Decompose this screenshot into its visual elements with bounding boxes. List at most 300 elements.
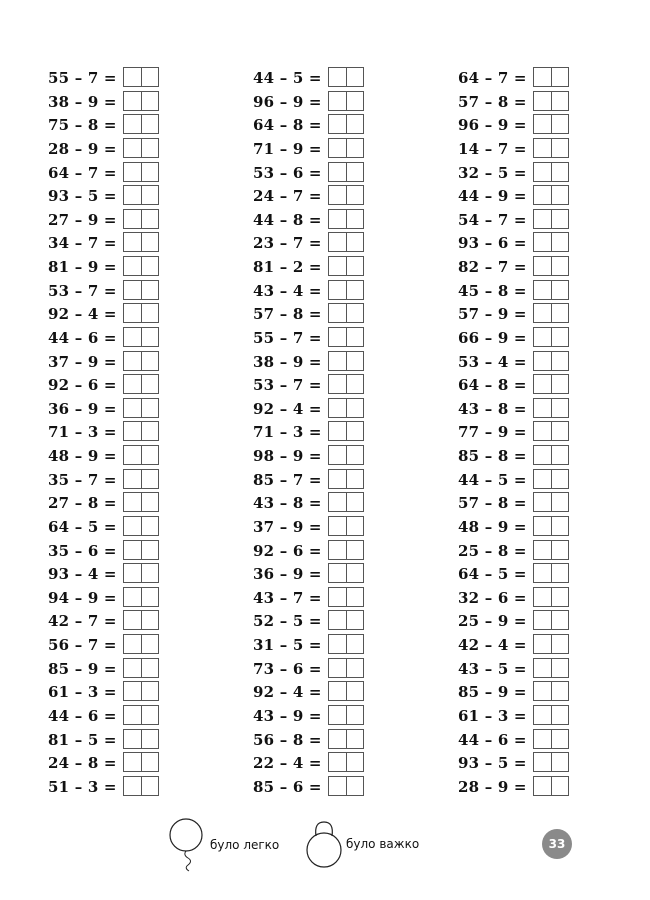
exercise-row: [458, 184, 608, 208]
answer-ones-box[interactable]: [141, 210, 159, 228]
exercise-expression: 92 – 6 =: [48, 376, 117, 395]
answer-ones-box[interactable]: [141, 659, 159, 677]
answer-boxes: [533, 516, 569, 536]
answer-tens-box[interactable]: [534, 470, 551, 488]
answer-tens-box[interactable]: [534, 328, 551, 346]
answer-boxes: [533, 114, 569, 134]
exercise-row: [253, 657, 403, 681]
exercise-row: [253, 326, 403, 350]
answer-ones-box[interactable]: [346, 163, 364, 181]
exercise-expression: 64 – 7 =: [48, 163, 117, 182]
answer-ones-box[interactable]: [346, 446, 364, 464]
answer-tens-box[interactable]: [329, 257, 346, 275]
exercise-row: [458, 728, 608, 752]
answer-tens-box[interactable]: [124, 493, 141, 511]
answer-ones-box[interactable]: [141, 470, 159, 488]
answer-boxes: [533, 185, 569, 205]
answer-ones-box[interactable]: [346, 68, 364, 86]
answer-tens-box[interactable]: [124, 422, 141, 440]
answer-ones-box[interactable]: [141, 730, 159, 748]
answer-tens-box[interactable]: [329, 777, 346, 795]
answer-ones-box[interactable]: [551, 682, 569, 700]
exercise-row: [253, 302, 403, 326]
answer-ones-box[interactable]: [551, 446, 569, 464]
answer-boxes: [533, 776, 569, 796]
answer-boxes: [123, 351, 159, 371]
answer-tens-box[interactable]: [329, 422, 346, 440]
answer-tens-box[interactable]: [124, 186, 141, 204]
exercise-row: [48, 775, 198, 799]
exercise-row: [253, 775, 403, 799]
answer-boxes: [123, 634, 159, 654]
answer-tens-box[interactable]: [124, 352, 141, 370]
answer-ones-box[interactable]: [346, 422, 364, 440]
column-1: [48, 66, 198, 798]
answer-tens-box[interactable]: [329, 92, 346, 110]
exercise-row: [253, 90, 403, 114]
answer-tens-box[interactable]: [124, 163, 141, 181]
answer-ones-box[interactable]: [141, 163, 159, 181]
exercise-expression: 81 – 5 =: [48, 730, 117, 749]
answer-ones-box[interactable]: [346, 706, 364, 724]
answer-tens-box[interactable]: [124, 470, 141, 488]
answer-tens-box[interactable]: [534, 281, 551, 299]
answer-boxes: [328, 634, 364, 654]
answer-tens-box[interactable]: [534, 92, 551, 110]
answer-tens-box[interactable]: [534, 611, 551, 629]
answer-ones-box[interactable]: [551, 470, 569, 488]
answer-ones-box[interactable]: [551, 541, 569, 559]
answer-ones-box[interactable]: [141, 115, 159, 133]
answer-boxes: [328, 67, 364, 87]
answer-tens-box[interactable]: [329, 68, 346, 86]
rating-easy[interactable]: [168, 816, 279, 874]
answer-ones-box[interactable]: [141, 706, 159, 724]
answer-tens-box[interactable]: [329, 541, 346, 559]
answer-ones-box[interactable]: [346, 470, 364, 488]
answer-tens-box[interactable]: [124, 730, 141, 748]
answer-ones-box[interactable]: [551, 210, 569, 228]
answer-tens-box[interactable]: [534, 777, 551, 795]
answer-boxes: [533, 634, 569, 654]
answer-tens-box[interactable]: [329, 588, 346, 606]
exercise-row: [48, 444, 198, 468]
answer-tens-box[interactable]: [329, 115, 346, 133]
answer-tens-box[interactable]: [329, 163, 346, 181]
answer-ones-box[interactable]: [346, 541, 364, 559]
exercise-row: [48, 680, 198, 704]
exercise-expression: 22 – 4 =: [253, 754, 322, 773]
answer-ones-box[interactable]: [346, 588, 364, 606]
answer-tens-box[interactable]: [329, 659, 346, 677]
answer-ones-box[interactable]: [551, 659, 569, 677]
answer-ones-box[interactable]: [551, 493, 569, 511]
answer-ones-box[interactable]: [141, 92, 159, 110]
answer-tens-box[interactable]: [329, 753, 346, 771]
answer-tens-box[interactable]: [534, 541, 551, 559]
answer-tens-box[interactable]: [124, 682, 141, 700]
answer-ones-box[interactable]: [346, 257, 364, 275]
answer-ones-box[interactable]: [551, 304, 569, 322]
exercise-row: [253, 609, 403, 633]
answer-tens-box[interactable]: [124, 753, 141, 771]
answer-boxes: [328, 256, 364, 276]
answer-ones-box[interactable]: [141, 517, 159, 535]
exercise-expression: 24 – 8 =: [48, 754, 117, 773]
answer-ones-box[interactable]: [551, 92, 569, 110]
exercise-row: [48, 90, 198, 114]
answer-tens-box[interactable]: [534, 352, 551, 370]
exercise-row: [48, 609, 198, 633]
answer-tens-box[interactable]: [534, 730, 551, 748]
answer-ones-box[interactable]: [141, 422, 159, 440]
answer-tens-box[interactable]: [534, 375, 551, 393]
answer-tens-box[interactable]: [124, 68, 141, 86]
answer-ones-box[interactable]: [346, 730, 364, 748]
answer-boxes: [123, 729, 159, 749]
answer-ones-box[interactable]: [551, 399, 569, 417]
answer-tens-box[interactable]: [124, 328, 141, 346]
answer-ones-box[interactable]: [551, 611, 569, 629]
exercise-row: [253, 279, 403, 303]
exercise-row: [253, 751, 403, 775]
answer-ones-box[interactable]: [551, 588, 569, 606]
answer-ones-box[interactable]: [551, 564, 569, 582]
exercise-row: [458, 539, 608, 563]
exercise-row: [458, 231, 608, 255]
exercise-expression: 85 – 6 =: [253, 777, 322, 796]
answer-boxes: [533, 162, 569, 182]
answer-tens-box[interactable]: [534, 304, 551, 322]
exercise-expression: 43 – 9 =: [253, 706, 322, 725]
answer-ones-box[interactable]: [141, 588, 159, 606]
answer-ones-box[interactable]: [551, 257, 569, 275]
exercise-expression: 98 – 9 =: [253, 447, 322, 465]
answer-ones-box[interactable]: [346, 611, 364, 629]
exercise-row: [458, 609, 608, 633]
exercise-expression: 93 – 6 =: [458, 234, 527, 253]
exercise-expression: 48 – 9 =: [48, 447, 117, 465]
exercise-row: [48, 468, 198, 492]
answer-ones-box[interactable]: [551, 115, 569, 133]
exercise-expression: 71 – 3 =: [48, 423, 117, 442]
exercise-expression: 42 – 7 =: [48, 612, 117, 631]
exercise-row: [253, 137, 403, 161]
exercise-expression: 48 – 9 =: [458, 517, 527, 536]
answer-boxes: [123, 232, 159, 252]
answer-tens-box[interactable]: [329, 730, 346, 748]
answer-boxes: [328, 492, 364, 512]
answer-ones-box[interactable]: [141, 564, 159, 582]
answer-tens-box[interactable]: [329, 352, 346, 370]
answer-ones-box[interactable]: [141, 611, 159, 629]
answer-ones-box[interactable]: [141, 186, 159, 204]
answer-tens-box[interactable]: [329, 611, 346, 629]
exercise-row: [458, 562, 608, 586]
answer-ones-box[interactable]: [141, 493, 159, 511]
answer-ones-box[interactable]: [346, 328, 364, 346]
exercise-expression: 53 – 4 =: [458, 352, 527, 371]
exercise-row: [48, 255, 198, 279]
answer-tens-box[interactable]: [329, 493, 346, 511]
answer-ones-box[interactable]: [551, 753, 569, 771]
answer-tens-box[interactable]: [534, 446, 551, 464]
answer-tens-box[interactable]: [534, 68, 551, 86]
answer-ones-box[interactable]: [346, 304, 364, 322]
answer-tens-box[interactable]: [534, 210, 551, 228]
answer-tens-box[interactable]: [534, 163, 551, 181]
answer-ones-box[interactable]: [141, 753, 159, 771]
answer-ones-box[interactable]: [141, 352, 159, 370]
answer-tens-box[interactable]: [534, 139, 551, 157]
answer-tens-box[interactable]: [534, 659, 551, 677]
answer-tens-box[interactable]: [534, 233, 551, 251]
answer-ones-box[interactable]: [141, 541, 159, 559]
answer-boxes: [123, 138, 159, 158]
exercise-row: [48, 279, 198, 303]
exercise-row: [253, 728, 403, 752]
answer-ones-box[interactable]: [551, 517, 569, 535]
answer-ones-box[interactable]: [141, 446, 159, 464]
answer-tens-box[interactable]: [329, 517, 346, 535]
exercise-expression: 38 – 9 =: [48, 92, 117, 111]
answer-ones-box[interactable]: [551, 328, 569, 346]
answer-tens-box[interactable]: [534, 706, 551, 724]
rating-hard-label: було важко: [346, 837, 420, 851]
answer-ones-box[interactable]: [551, 730, 569, 748]
answer-tens-box[interactable]: [329, 139, 346, 157]
answer-tens-box[interactable]: [124, 564, 141, 582]
exercise-expression: 14 – 7 =: [458, 139, 527, 158]
answer-ones-box[interactable]: [141, 68, 159, 86]
answer-tens-box[interactable]: [124, 304, 141, 322]
answer-boxes: [123, 445, 159, 465]
answer-tens-box[interactable]: [534, 115, 551, 133]
exercise-expression: 92 – 4 =: [48, 305, 117, 324]
answer-boxes: [328, 776, 364, 796]
exercise-row: [48, 586, 198, 610]
answer-tens-box[interactable]: [534, 399, 551, 417]
balloon-icon: [168, 816, 208, 874]
answer-tens-box[interactable]: [124, 233, 141, 251]
answer-ones-box[interactable]: [141, 399, 159, 417]
answer-tens-box[interactable]: [124, 399, 141, 417]
answer-tens-box[interactable]: [329, 446, 346, 464]
answer-boxes: [533, 232, 569, 252]
exercise-expression: 64 – 7 =: [458, 69, 527, 87]
answer-ones-box[interactable]: [551, 635, 569, 653]
answer-tens-box[interactable]: [124, 92, 141, 110]
exercise-expression: 57 – 9 =: [458, 305, 527, 324]
answer-tens-box[interactable]: [329, 399, 346, 417]
answer-tens-box[interactable]: [124, 210, 141, 228]
answer-tens-box[interactable]: [124, 115, 141, 133]
answer-ones-box[interactable]: [141, 139, 159, 157]
exercise-expression: 43 – 7 =: [253, 588, 322, 607]
answer-boxes: [123, 681, 159, 701]
answer-boxes: [533, 374, 569, 394]
answer-ones-box[interactable]: [346, 753, 364, 771]
exercise-expression: 85 – 9 =: [458, 683, 527, 702]
exercise-row: [48, 539, 198, 563]
answer-boxes: [328, 658, 364, 678]
answer-ones-box[interactable]: [346, 92, 364, 110]
answer-tens-box[interactable]: [124, 635, 141, 653]
answer-ones-box[interactable]: [346, 517, 364, 535]
answer-ones-box[interactable]: [346, 210, 364, 228]
answer-ones-box[interactable]: [346, 139, 364, 157]
answer-ones-box[interactable]: [346, 635, 364, 653]
answer-ones-box[interactable]: [551, 139, 569, 157]
answer-ones-box[interactable]: [141, 777, 159, 795]
answer-ones-box[interactable]: [346, 115, 364, 133]
answer-tens-box[interactable]: [329, 210, 346, 228]
answer-ones-box[interactable]: [346, 564, 364, 582]
exercise-expression: 57 – 8 =: [253, 305, 322, 324]
answer-ones-box[interactable]: [551, 68, 569, 86]
answer-tens-box[interactable]: [124, 446, 141, 464]
answer-tens-box[interactable]: [329, 233, 346, 251]
answer-tens-box[interactable]: [534, 257, 551, 275]
exercise-row: [458, 373, 608, 397]
answer-tens-box[interactable]: [329, 375, 346, 393]
answer-tens-box[interactable]: [534, 588, 551, 606]
answer-tens-box[interactable]: [124, 659, 141, 677]
exercise-row: [458, 208, 608, 232]
exercise-row: [48, 657, 198, 681]
exercise-row: [458, 302, 608, 326]
answer-ones-box[interactable]: [346, 399, 364, 417]
answer-ones-box[interactable]: [551, 163, 569, 181]
answer-tens-box[interactable]: [329, 328, 346, 346]
answer-ones-box[interactable]: [346, 186, 364, 204]
answer-ones-box[interactable]: [346, 777, 364, 795]
answer-ones-box[interactable]: [141, 233, 159, 251]
answer-ones-box[interactable]: [551, 422, 569, 440]
answer-boxes: [533, 421, 569, 441]
answer-tens-box[interactable]: [124, 257, 141, 275]
answer-ones-box[interactable]: [141, 682, 159, 700]
answer-tens-box[interactable]: [329, 635, 346, 653]
answer-tens-box[interactable]: [329, 304, 346, 322]
answer-boxes: [328, 752, 364, 772]
answer-boxes: [328, 114, 364, 134]
answer-ones-box[interactable]: [141, 304, 159, 322]
answer-ones-box[interactable]: [346, 352, 364, 370]
exercise-row: [48, 66, 198, 90]
answer-tens-box[interactable]: [534, 422, 551, 440]
answer-tens-box[interactable]: [329, 564, 346, 582]
exercise-row: [48, 420, 198, 444]
answer-ones-box[interactable]: [346, 233, 364, 251]
answer-tens-box[interactable]: [329, 281, 346, 299]
answer-tens-box[interactable]: [534, 517, 551, 535]
answer-tens-box[interactable]: [329, 186, 346, 204]
answer-tens-box[interactable]: [124, 611, 141, 629]
exercise-expression: 85 – 7 =: [253, 470, 322, 489]
answer-ones-box[interactable]: [551, 777, 569, 795]
answer-ones-box[interactable]: [551, 706, 569, 724]
answer-ones-box[interactable]: [346, 281, 364, 299]
answer-tens-box[interactable]: [124, 541, 141, 559]
exercise-row: [253, 420, 403, 444]
exercise-expression: 52 – 5 =: [253, 612, 322, 631]
answer-tens-box[interactable]: [534, 186, 551, 204]
answer-ones-box[interactable]: [346, 493, 364, 511]
answer-tens-box[interactable]: [124, 517, 141, 535]
answer-boxes: [533, 445, 569, 465]
answer-boxes: [123, 705, 159, 725]
answer-boxes: [328, 563, 364, 583]
answer-ones-box[interactable]: [551, 352, 569, 370]
answer-tens-box[interactable]: [124, 375, 141, 393]
answer-boxes: [328, 469, 364, 489]
answer-ones-box[interactable]: [551, 186, 569, 204]
answer-ones-box[interactable]: [551, 375, 569, 393]
exercise-expression: 85 – 9 =: [48, 659, 117, 678]
answer-ones-box[interactable]: [346, 682, 364, 700]
answer-boxes: [328, 516, 364, 536]
answer-tens-box[interactable]: [534, 753, 551, 771]
answer-ones-box[interactable]: [141, 281, 159, 299]
answer-tens-box[interactable]: [124, 588, 141, 606]
answer-boxes: [328, 681, 364, 701]
rating-hard[interactable]: [304, 816, 419, 872]
answer-ones-box[interactable]: [141, 375, 159, 393]
answer-boxes: [328, 540, 364, 560]
answer-boxes: [123, 162, 159, 182]
exercise-expression: 85 – 8 =: [458, 447, 527, 465]
exercise-row: [48, 515, 198, 539]
answer-boxes: [533, 681, 569, 701]
exercise-expression: 71 – 3 =: [253, 423, 322, 442]
answer-ones-box[interactable]: [141, 257, 159, 275]
answer-tens-box[interactable]: [329, 470, 346, 488]
exercise-row: [48, 231, 198, 255]
answer-tens-box[interactable]: [124, 139, 141, 157]
answer-boxes: [328, 209, 364, 229]
answer-tens-box[interactable]: [124, 777, 141, 795]
answer-boxes: [328, 398, 364, 418]
exercise-expression: 77 – 9 =: [458, 423, 527, 442]
answer-tens-box[interactable]: [124, 706, 141, 724]
exercise-row: [458, 751, 608, 775]
exercise-row: [253, 444, 403, 468]
answer-boxes: [533, 705, 569, 725]
answer-ones-box[interactable]: [346, 375, 364, 393]
answer-ones-box[interactable]: [346, 659, 364, 677]
exercise-expression: 44 – 5 =: [458, 470, 527, 489]
answer-ones-box[interactable]: [141, 635, 159, 653]
exercise-expression: 82 – 7 =: [458, 258, 527, 276]
answer-tens-box[interactable]: [534, 635, 551, 653]
answer-tens-box[interactable]: [329, 706, 346, 724]
exercise-expression: 56 – 8 =: [253, 730, 322, 749]
answer-tens-box[interactable]: [534, 682, 551, 700]
exercise-expression: 94 – 9 =: [48, 588, 117, 607]
answer-tens-box[interactable]: [534, 564, 551, 582]
answer-tens-box[interactable]: [534, 493, 551, 511]
answer-ones-box[interactable]: [141, 328, 159, 346]
answer-tens-box[interactable]: [329, 682, 346, 700]
answer-tens-box[interactable]: [124, 281, 141, 299]
answer-ones-box[interactable]: [551, 233, 569, 251]
answer-boxes: [533, 209, 569, 229]
answer-boxes: [533, 327, 569, 347]
answer-boxes: [123, 256, 159, 276]
answer-ones-box[interactable]: [551, 281, 569, 299]
answer-boxes: [328, 280, 364, 300]
